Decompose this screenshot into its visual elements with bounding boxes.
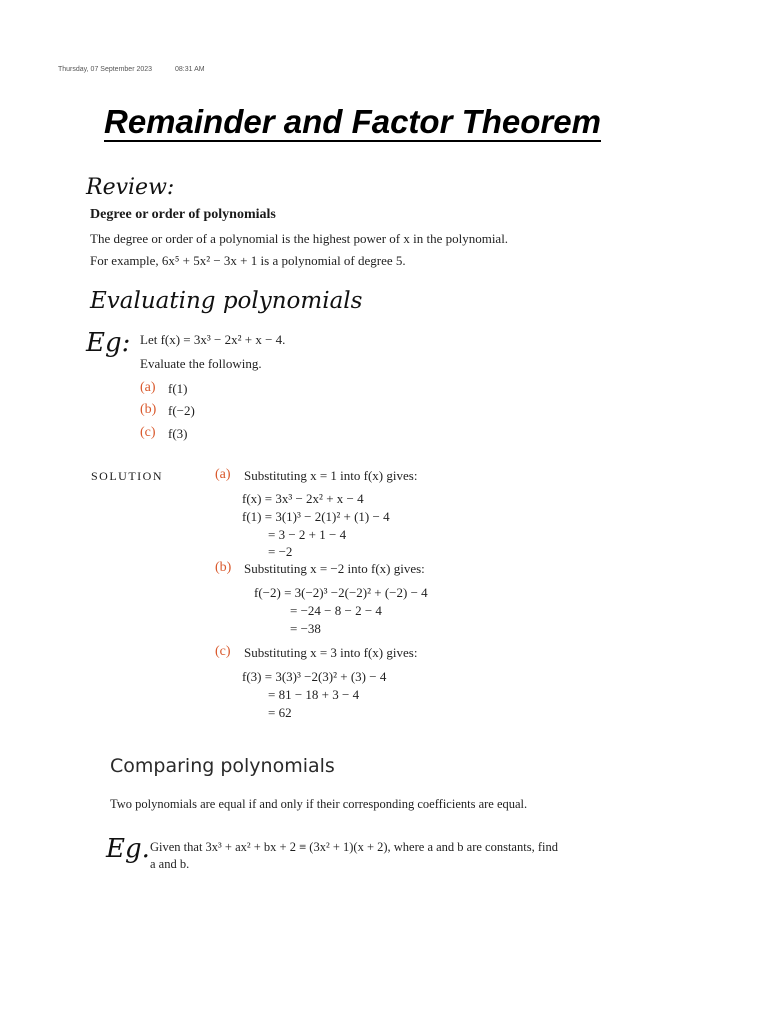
handwritten-eg-note-2: Eg. <box>106 834 150 864</box>
part-expression: f(1) <box>168 381 188 396</box>
handwritten-evaluating-note: Evaluating polynomials <box>90 288 363 314</box>
note-date: Thursday, 07 September 2023 <box>58 66 153 73</box>
solution-line: = 81 − 18 + 3 − 4 <box>268 687 360 702</box>
solution-part-label: (c) <box>215 644 231 659</box>
degree-example: For example, 6x⁵ + 5x² − 3x + 1 is a polynomial of degree 5. <box>90 253 406 268</box>
handwritten-eg-note: Eg: <box>86 328 131 358</box>
solution-line: f(3) = 3(3)³ −2(3)² + (3) − 4 <box>242 669 387 684</box>
part-label: (b) <box>140 402 157 417</box>
solution-part-intro: Substituting x = 3 into f(x) gives: <box>244 645 418 660</box>
solution-line: = −2 <box>268 544 293 559</box>
solution-part-intro: Substituting x = −2 into f(x) gives: <box>244 561 425 576</box>
handwritten-review-note: Review: <box>86 175 175 200</box>
part-expression: f(3) <box>168 426 188 441</box>
solution-line: = 3 − 2 + 1 − 4 <box>268 527 347 542</box>
part-label: (a) <box>140 380 156 395</box>
part-label: (c) <box>140 425 156 440</box>
solution-part-label: (a) <box>215 467 231 482</box>
example-instruction: Evaluate the following. <box>140 356 262 371</box>
solution-part-label: (b) <box>215 560 232 575</box>
page-title: Remainder and Factor Theorem <box>104 103 601 140</box>
solution-label: SOLUTION <box>91 469 163 483</box>
part-expression: f(−2) <box>168 403 195 418</box>
example-let: Let f(x) = 3x³ − 2x² + x − 4. <box>140 332 286 347</box>
degree-heading: Degree or order of polynomials <box>90 207 276 222</box>
solution-line: f(1) = 3(1)³ − 2(1)² + (1) − 4 <box>242 509 390 524</box>
solution-part-intro: Substituting x = 1 into f(x) gives: <box>244 468 418 483</box>
degree-definition: The degree or order of a polynomial is the highest power of x in the polynomial. <box>90 231 509 246</box>
solution-line: = −24 − 8 − 2 − 4 <box>290 603 382 618</box>
example2-line1: Given that 3x³ + ax² + bx + 2 ≡ (3x² + 1)(x + 2), where a and b are constants, find <box>150 840 558 854</box>
solution-line: = 62 <box>268 705 292 720</box>
note-time: 08:31 AM <box>175 66 205 73</box>
solution-line: f(−2) = 3(−2)³ −2(−2)² + (−2) − 4 <box>254 585 428 600</box>
comparing-definition: Two polynomials are equal if and only if their corresponding coefficients are equal. <box>110 797 528 811</box>
solution-line: = −38 <box>290 621 321 636</box>
solution-line: f(x) = 3x³ − 2x² + x − 4 <box>242 491 364 506</box>
example2-line2: a and b. <box>150 857 190 871</box>
comparing-heading: Comparing polynomials <box>110 755 335 777</box>
